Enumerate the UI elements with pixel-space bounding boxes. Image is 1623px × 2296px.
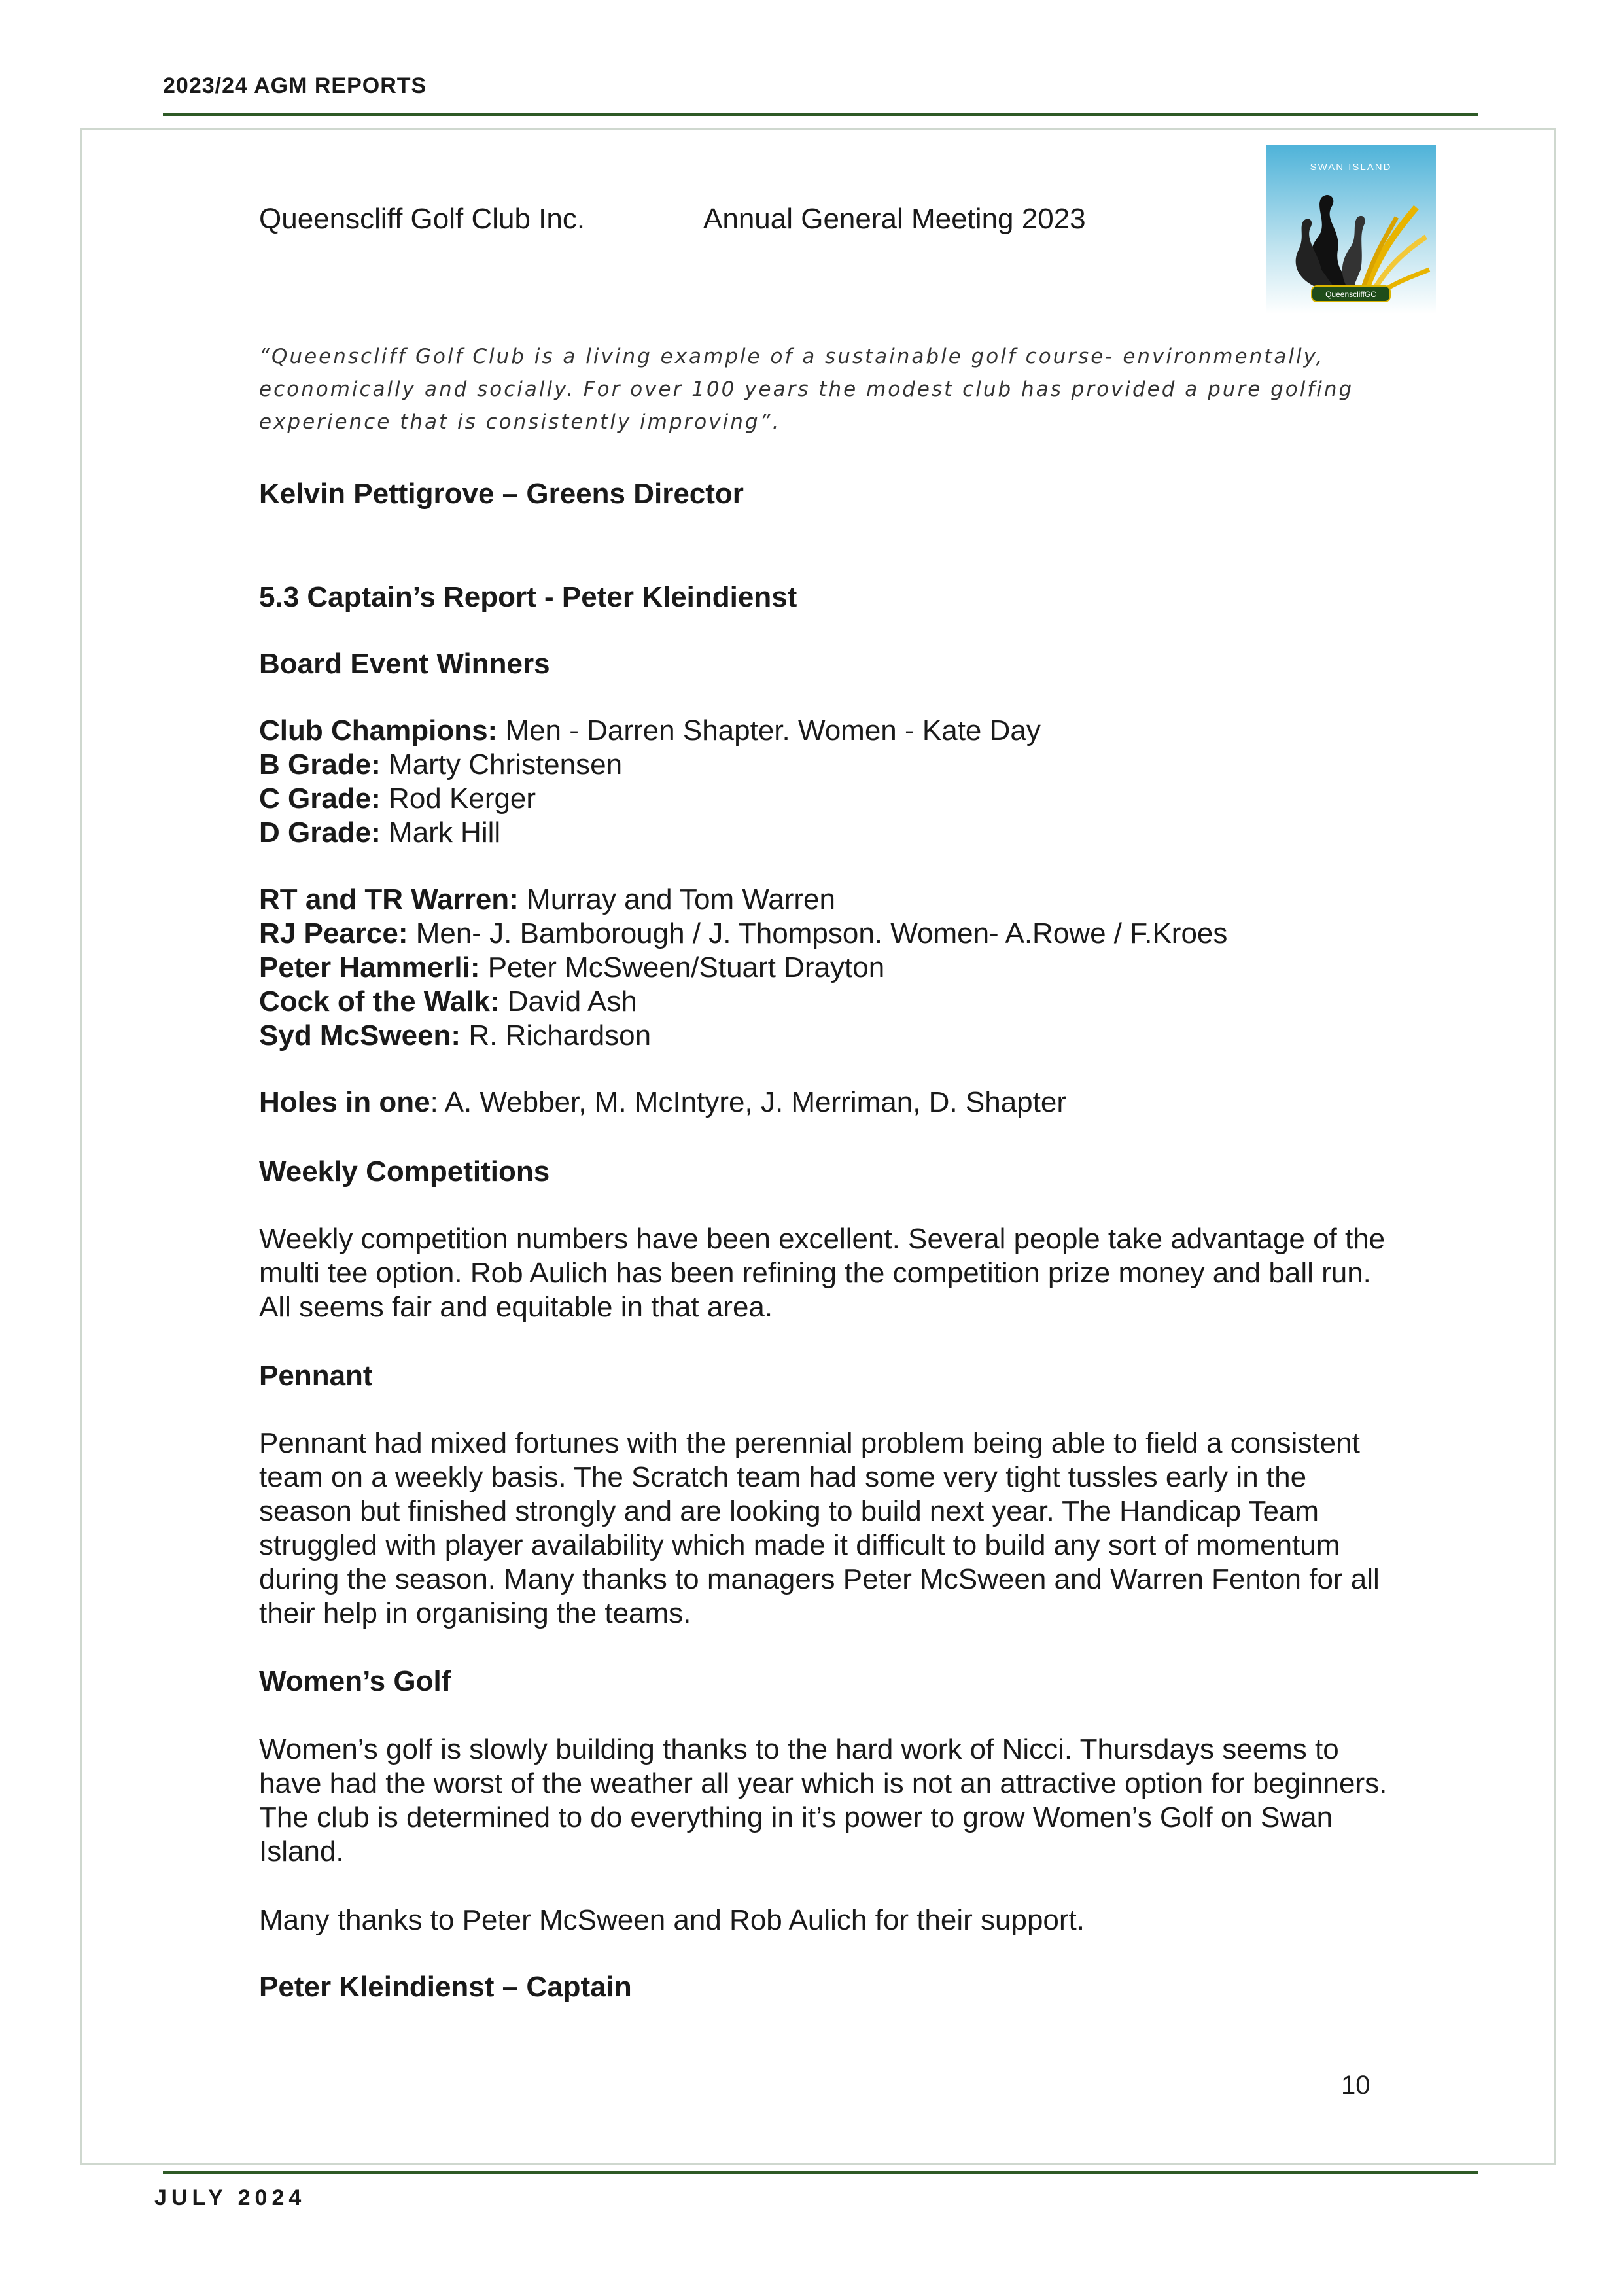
pennant-heading: Pennant xyxy=(259,1360,373,1392)
logo-badge-text: QueenscliffGC xyxy=(1325,290,1376,299)
swan-island-logo xyxy=(1266,145,1436,314)
board-event-winners-heading: Board Event Winners xyxy=(259,648,550,680)
winner-line xyxy=(259,783,536,815)
thanks-text: Many thanks to Peter McSween and Rob Aulich for their support. xyxy=(259,1904,1085,1936)
winner-value: Marty Christensen xyxy=(380,749,623,781)
winner-label: D Grade: xyxy=(259,817,381,849)
winner-label: Club Champions: xyxy=(259,715,498,747)
holes-in-one-line xyxy=(259,1086,1066,1119)
winner-value: Men - Darren Shapter. Women - Kate Day xyxy=(497,715,1041,747)
winner-label: C Grade: xyxy=(259,783,381,815)
holes-in-one-label: Holes in one xyxy=(259,1086,430,1118)
holes-in-one-value: : A. Webber, M. McIntyre, J. Merriman, D. Shapter xyxy=(430,1086,1066,1118)
weekly-competitions-text: Weekly competition numbers have been excellent. Several people take advantage of the multi tee option. Rob Aulich has been refining the competition prize money and ball run. All seems fair and equitable in that area. xyxy=(259,1223,1386,1323)
club-mission-quote: “Queenscliff Golf Club is a living example of a sustainable golf course- environmentally, economically and socially. For over 100 years the modest club has provided a pure golfing experience that is consistently improving”. xyxy=(259,345,1354,434)
report-header-label: 2023/24 AGM REPORTS xyxy=(163,73,427,98)
pennant-text: Pennant had mixed fortunes with the perennial problem being able to field a consistent team on a weekly basis. The Scratch team had some very tight tussles early in the season but finished strongly and are looking to build next year. The Handicap Team struggled with player availability which made it difficult to build any sort of momentum during the season. Many thanks to managers Peter McSween and Warren Fenton for all their help in organising the teams. xyxy=(259,1427,1380,1629)
page-number: 10 xyxy=(1341,2071,1370,2100)
womens-golf-text: Women’s golf is slowly building thanks to the hard work of Nicci. Thursdays seems to have had the worst of the weather all year which is not an attractive option for beginners. The club is determined to do everything in it’s power to grow Women’s Golf on Swan Island. xyxy=(259,1733,1387,1867)
event-label: RJ Pearce: xyxy=(259,917,408,949)
event-value: David Ash xyxy=(499,985,637,1017)
event-label: Peter Hammerli: xyxy=(259,951,480,983)
greens-director-signoff: Kelvin Pettigrove – Greens Director xyxy=(259,478,744,510)
meeting-title: Annual General Meeting 2023 xyxy=(703,203,1086,235)
winner-value: Mark Hill xyxy=(380,817,501,849)
event-line xyxy=(259,1019,651,1052)
winner-value: Rod Kerger xyxy=(380,783,536,815)
event-value: R. Richardson xyxy=(461,1019,652,1051)
report-footer-label: JULY 2024 xyxy=(154,2185,306,2210)
footer-divider xyxy=(163,2171,1478,2174)
logo-top-text: SWAN ISLAND xyxy=(1310,162,1392,173)
womens-golf-heading: Women’s Golf xyxy=(259,1665,451,1697)
weekly-competitions-heading: Weekly Competitions xyxy=(259,1156,550,1188)
event-line xyxy=(259,951,884,984)
event-label: RT and TR Warren: xyxy=(259,883,519,915)
event-value: Murray and Tom Warren xyxy=(518,883,835,915)
winner-label: B Grade: xyxy=(259,749,381,781)
event-line xyxy=(259,917,1227,950)
event-label: Cock of the Walk: xyxy=(259,985,500,1017)
event-value: Peter McSween/Stuart Drayton xyxy=(480,951,885,983)
captain-signoff: Peter Kleindienst – Captain xyxy=(259,1971,632,2003)
event-line xyxy=(259,985,637,1018)
section-title: 5.3 Captain’s Report - Peter Kleindienst xyxy=(259,581,797,613)
header-divider xyxy=(163,113,1478,116)
winner-line xyxy=(259,817,500,849)
club-name: Queenscliff Golf Club Inc. xyxy=(259,203,585,235)
event-label: Syd McSween: xyxy=(259,1019,461,1051)
event-value: Men- J. Bamborough / J. Thompson. Women- A.Rowe / F.Kroes xyxy=(408,917,1228,949)
winner-line xyxy=(259,715,1041,747)
winner-line xyxy=(259,749,622,781)
event-line xyxy=(259,883,835,916)
